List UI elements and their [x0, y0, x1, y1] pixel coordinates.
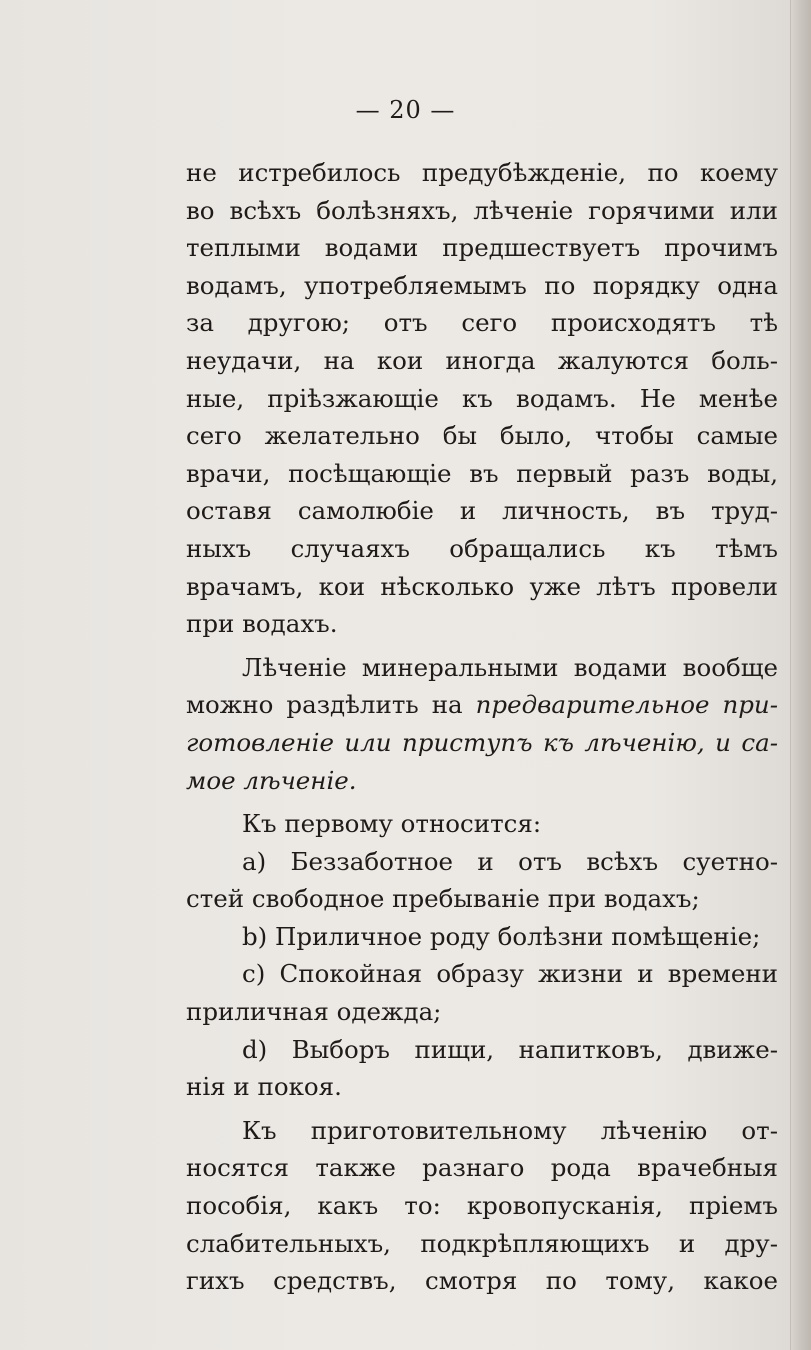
text-line	[186, 492, 778, 530]
text-segment: врачамъ, кои нѣсколько уже лѣтъ провели	[186, 571, 778, 601]
text-segment: можно раздѣлить на	[186, 690, 476, 720]
text-segment: врачи, посѣщающіе въ первый разъ воды,	[186, 458, 778, 488]
text-line	[186, 1031, 778, 1069]
text-line	[186, 229, 778, 267]
text-line	[186, 192, 778, 230]
text-segment: b) Приличное роду болѣзни помѣщеніе;	[242, 921, 761, 951]
text-line	[186, 762, 778, 800]
text-line	[186, 304, 778, 342]
text-segment: c) Спокойная образу жизни и времени	[242, 959, 778, 989]
text-line	[186, 154, 778, 192]
text-line	[186, 993, 778, 1031]
text-line	[186, 880, 778, 918]
text-line	[186, 843, 778, 881]
text-segment: слабительныхъ, подкрѣпляющихъ и дру-	[186, 1228, 778, 1258]
text-segment: ныхъ случаяхъ обращались къ тѣмъ	[186, 533, 778, 563]
text-line	[186, 724, 778, 762]
text-line	[186, 918, 778, 956]
italic-text: предварительное при-	[475, 690, 778, 720]
text-segment: Къ первому относится:	[242, 809, 542, 839]
text-line	[186, 1225, 778, 1263]
text-line	[186, 686, 778, 724]
text-line	[186, 530, 778, 568]
text-segment: не истребилось предубѣжденіе, по коему	[186, 158, 778, 187]
text-segment: приличная одежда;	[186, 997, 442, 1027]
text-segment: во всѣхъ болѣзняхъ, лѣченіе горячими или	[186, 195, 778, 225]
text-segment: водамъ, употребляемымъ по порядку одна	[186, 270, 778, 300]
text-line	[186, 1187, 778, 1225]
text-segment: стей свободное пребываніе при водахъ;	[186, 884, 700, 914]
text-segment: неудачи, на кои иногда жалуются боль-	[186, 345, 778, 375]
italic-text: мое лѣченіе.	[186, 765, 357, 795]
text-segment: a) Беззаботное и отъ всѣхъ суетно-	[242, 846, 778, 876]
text-segment: носятся также разнаго рода врачебныя	[186, 1153, 778, 1183]
text-segment: нія и покоя.	[186, 1072, 342, 1102]
text-segment: пособія, какъ то: кровопусканія, пріемъ	[186, 1191, 778, 1221]
text-line	[186, 1149, 778, 1187]
text-line	[186, 342, 778, 380]
text-line	[186, 805, 778, 843]
text-segment: за другою; отъ сего происходятъ тѣ	[186, 308, 778, 338]
text-line	[186, 380, 778, 418]
page-number: — 20 —	[355, 96, 456, 124]
text-line	[186, 1112, 778, 1150]
text-segment: Къ приготовительному лѣченію от-	[242, 1115, 778, 1145]
text-line	[186, 1068, 778, 1106]
text-line	[186, 417, 778, 455]
text-segment: гихъ средствъ, смотря по тому, какое	[186, 1266, 778, 1296]
text-segment: Лѣченіе минеральными водами вообще	[242, 652, 778, 682]
text-line	[186, 455, 778, 493]
text-segment: при водахъ.	[186, 609, 338, 639]
text-line	[186, 568, 778, 606]
italic-text: готовленіе или приступъ къ лѣченію, и са-	[186, 727, 778, 757]
text-line	[186, 1262, 778, 1300]
text-segment: сего желательно бы было, чтобы самые	[186, 421, 778, 451]
text-line	[186, 605, 778, 643]
page-body-text	[186, 154, 778, 1300]
text-line	[186, 955, 778, 993]
text-segment: ные, пріѣзжающіе къ водамъ. Не менѣе	[186, 383, 778, 413]
text-segment: теплыми водами предшествуетъ прочимъ	[186, 233, 778, 263]
text-segment: d) Выборъ пищи, напитковъ, движе-	[242, 1034, 778, 1064]
text-segment: оставя самолюбіе и личность, въ труд-	[186, 496, 778, 526]
text-line	[186, 649, 778, 687]
text-line	[186, 267, 778, 305]
page-edge	[790, 0, 811, 1350]
